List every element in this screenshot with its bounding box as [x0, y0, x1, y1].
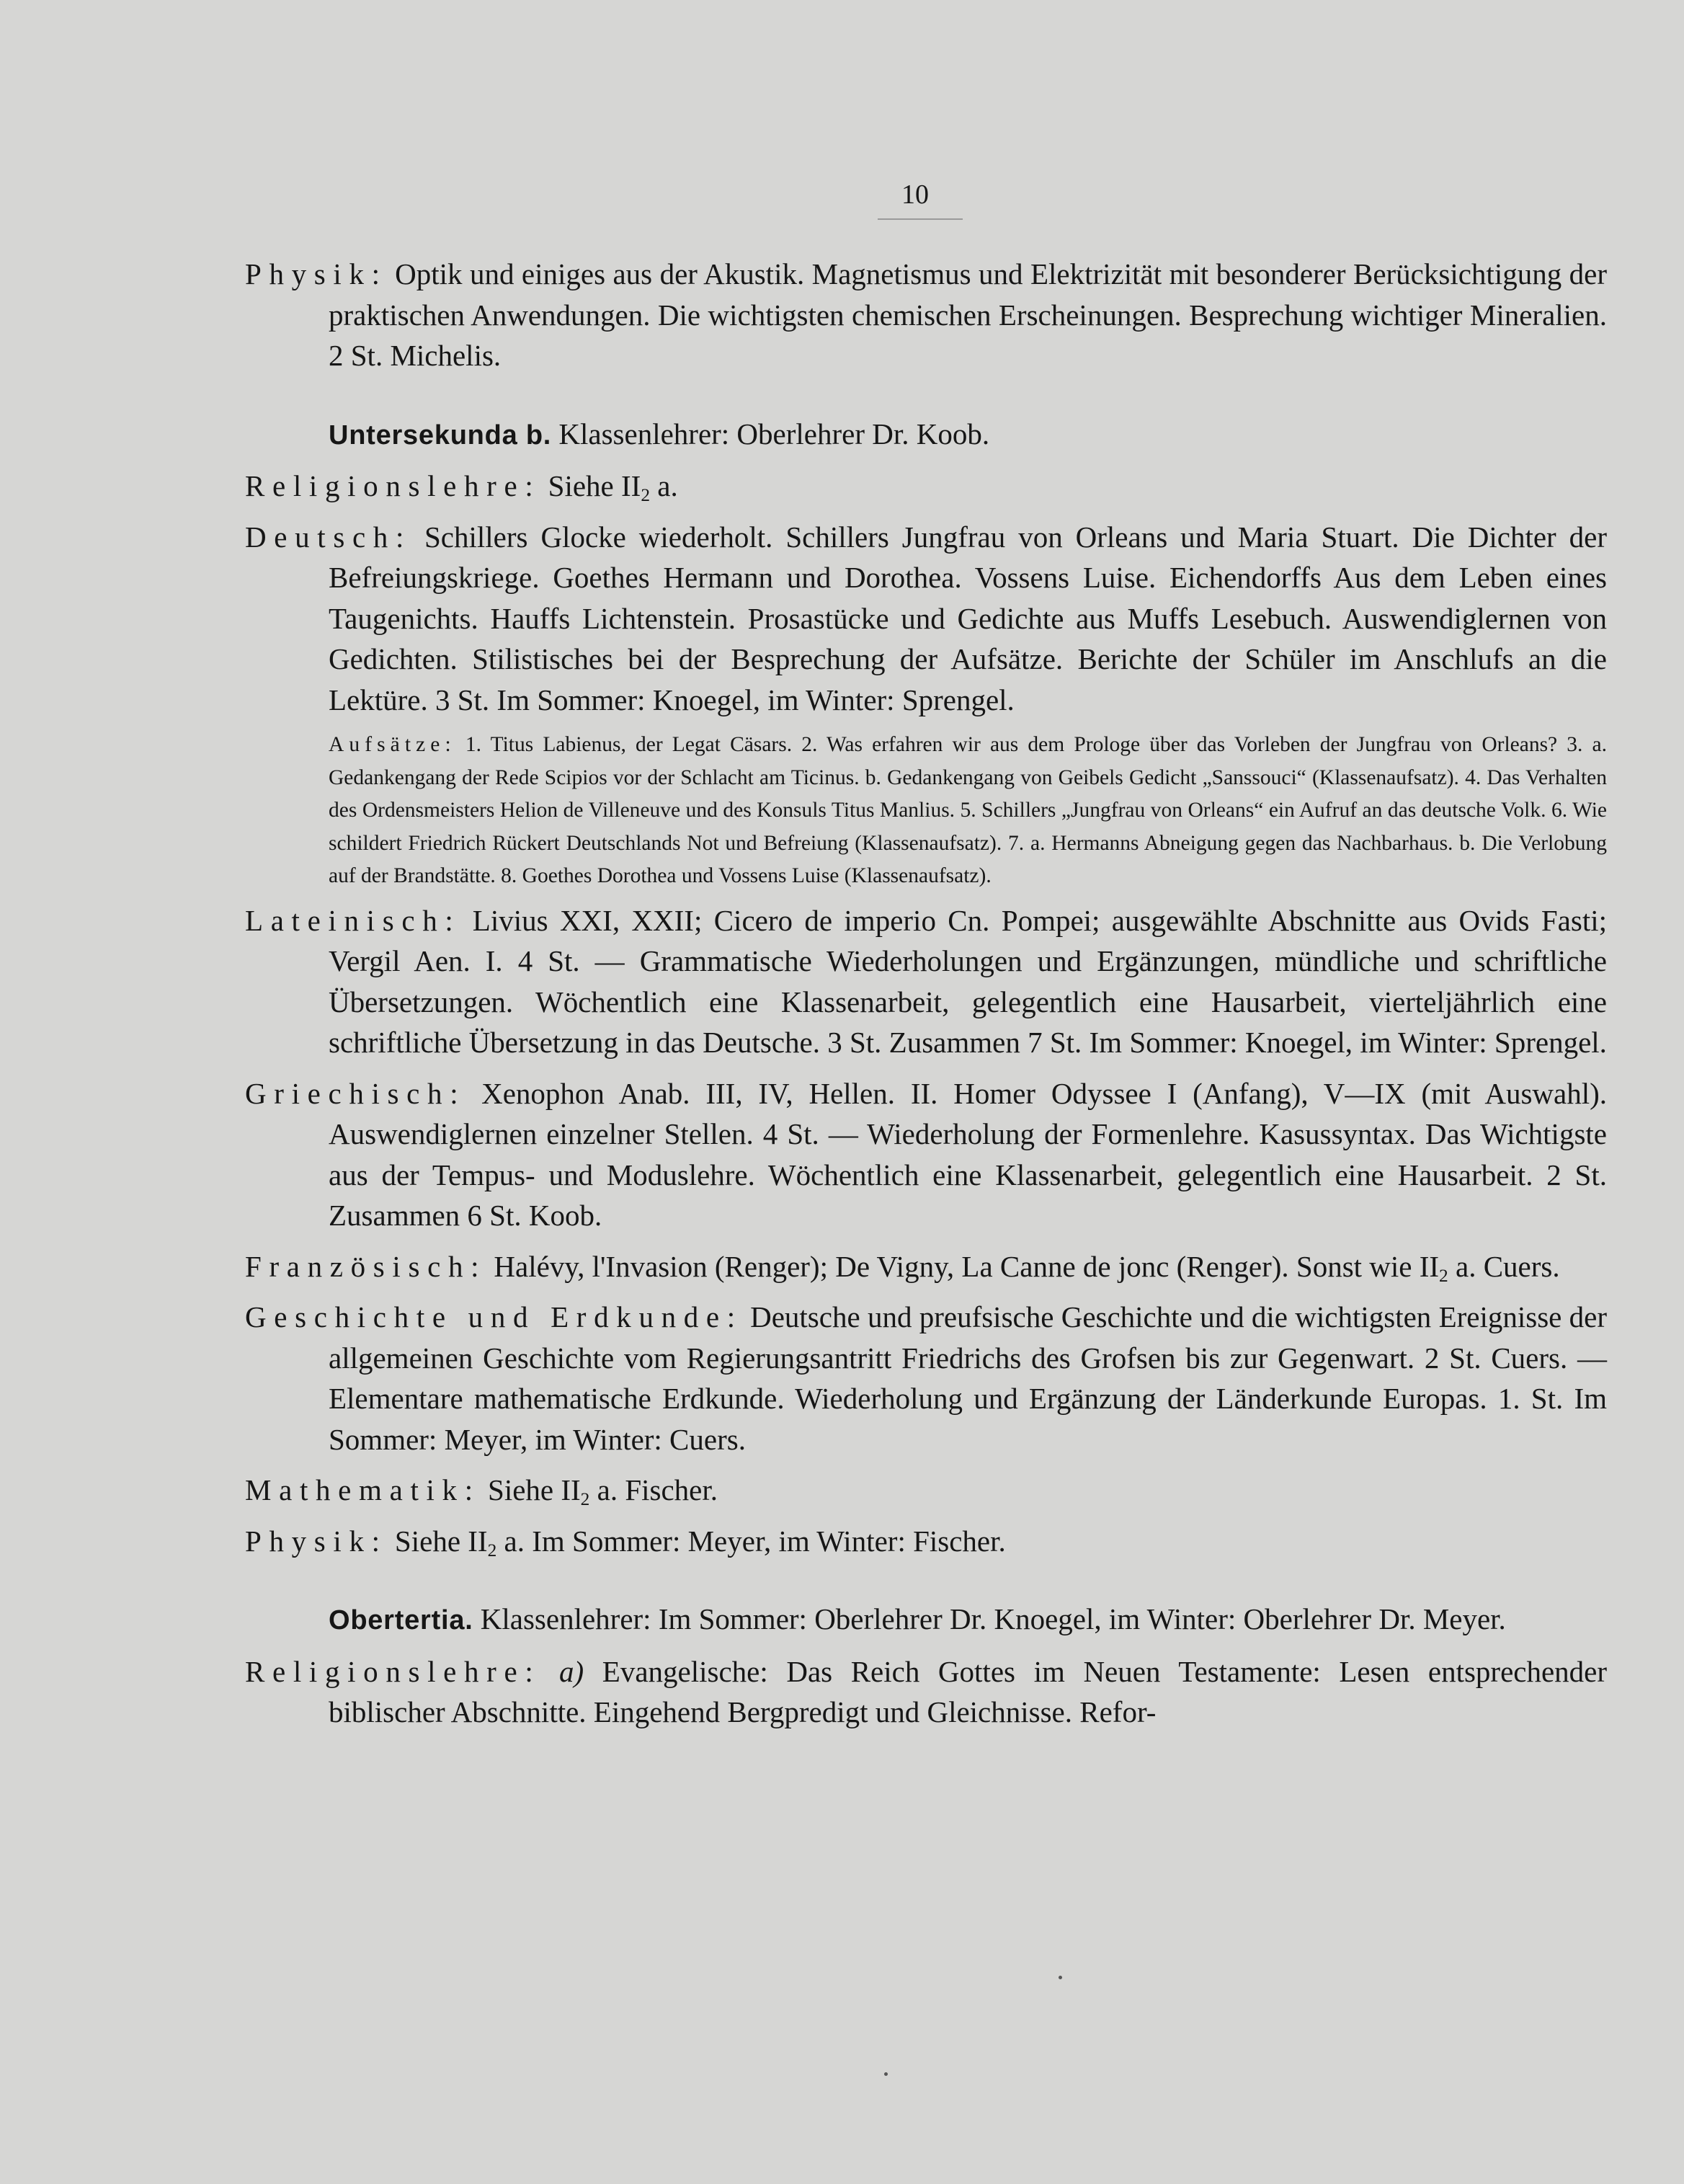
religion-text: Siehe II: [548, 469, 641, 502]
physik-text: Optik und einiges aus der Akustik. Magnetismus und Elektrizität mit besonderer Berücksichtigung der praktischen Anwendungen. Die wichtigsten chemischen Erscheinungen. Besprechung wichtiger Mineralien. 2 St. Michelis.: [329, 257, 1608, 372]
franzoesisch-text-end: a. Cuers.: [1448, 1249, 1560, 1283]
religion-paragraph: [245, 466, 1607, 507]
obertertia-teacher: Klassenlehrer: Im Sommer: Oberlehrer Dr. Knoegel, im Winter: Oberlehrer Dr. Meyer.: [480, 1602, 1506, 1635]
geschichte-text: Deutsche und preufsische Geschichte und die wichtigsten Ereignisse der allgemeinen Geschichte vom Regierungsantritt Friedrichs des Grofsen bis zur Gegenwart. 2 St. Cuers. — Elementare mathematische Erdkunde. Wiederholung und Ergänzung der Länderkunde Europas. 1. St. Im Sommer: Meyer, im Winter: Cuers.: [329, 1300, 1607, 1456]
griechisch-paragraph: [245, 1073, 1607, 1236]
aufsaetze-label: Aufsätze:: [329, 733, 456, 756]
lateinisch-label: Lateinisch:: [245, 903, 461, 937]
religion-ot-text: Evangelische: Das Reich Gottes im Neuen Testamente: Lesen entsprechender biblischer Abschnitte. Eingehend Bergpredigt und Gleichnisse. Refor-: [329, 1654, 1608, 1728]
physik-label: Physik:: [245, 257, 388, 290]
document-body: [245, 254, 1607, 1733]
franzoesisch-paragraph: [245, 1246, 1607, 1287]
untersekunda-heading: [245, 414, 1607, 456]
religion-text-end: a.: [650, 469, 678, 502]
franzoesisch-text: Halévy, l'Invasion (Renger); De Vigny, La Canne de jonc (Renger). Sonst wie II: [494, 1249, 1440, 1283]
untersekunda-title: Untersekunda b.: [329, 420, 552, 450]
aufsaetze-paragraph: [245, 729, 1607, 893]
griechisch-label: Griechisch:: [245, 1076, 466, 1110]
page-number-rule: [878, 218, 963, 220]
mathematik-text: Siehe II: [488, 1473, 581, 1506]
geschichte-label: Geschichte und Erdkunde:: [245, 1300, 743, 1333]
physik-b-subscript: 2: [487, 1540, 497, 1561]
religion-subscript: 2: [641, 485, 651, 506]
religion-ot-marker: a): [559, 1654, 584, 1688]
physik-b-label: Physik:: [245, 1524, 388, 1558]
physik-b-text-end: a. Im Sommer: Meyer, im Winter: Fischer.: [496, 1524, 1006, 1558]
page-number: 10: [901, 179, 929, 210]
geschichte-paragraph: [245, 1297, 1607, 1460]
physik-b-text: Siehe II: [394, 1524, 488, 1558]
aufsaetze-text: 1. Titus Labienus, der Legat Cäsars. 2. Was erfahren wir aus dem Prologe über das Vorleben der Jungfrau von Orleans? 3. a. Gedankengang der Rede Scipios vor der Schlacht am Ticinus. b. Gedankengang von Geibels Gedicht „Sanssouci“ (Klassenaufsatz). 4. Das Verhalten des Ordensmeisters Helion de Villeneuve und des Konsuls Titus Manlius. 5. Schillers „Jungfrau von Orleans“ ein Aufruf an das deutsche Volk. 6. Wie schildert Friedrich Rückert Deutschlands Not und Befreiung (Klassenaufsatz). 7. a. Hermanns Abneigung gegen das Nachbarhaus. b. Die Verlobung auf der Brandstätte. 8. Goethes Dorothea und Vossens Luise (Klassenaufsatz).: [329, 733, 1608, 887]
lateinisch-text: Livius XXI, XXII; Cicero de imperio Cn. Pompei; ausgewählte Abschnitte aus Ovids Fasti; Vergil Aen. I. 4 St. — Grammatische Wiederholungen und Ergänzungen, mündliche und schriftliche Übersetzungen. Wöchentlich eine Klassenarbeit, gelegentlich eine Hausarbeit, vierteljährlich eine schriftliche Übersetzung in das Deutsche. 3 St. Zusammen 7 St. Im Sommer: Knoegel, im Winter: Sprengel.: [329, 903, 1607, 1059]
franzoesisch-label: Französisch:: [245, 1249, 487, 1283]
deutsch-text: Schillers Glocke wiederholt. Schillers Jungfrau von Orleans und Maria Stuart. Die Dichter der Befreiungskriege. Goethes Hermann und Dorothea. Vossens Luise. Eichendorffs Aus dem Leben eines Taugenichts. Hauffs Lichtenstein. Prosastücke und Gedichte aus Muffs Lesebuch. Auswendiglernen von Gedichten. Stilistisches bei der Besprechung der Aufsätze. Berichte der Schüler im Anschlufs an die Lektüre. 3 St. Im Sommer: Knoegel, im Winter: Sprengel.: [329, 520, 1607, 716]
mathematik-subscript: 2: [580, 1489, 590, 1510]
franzoesisch-subscript: 2: [1439, 1265, 1448, 1286]
religion-ot-label: Religionslehre:: [245, 1654, 541, 1688]
deutsch-paragraph: [245, 517, 1607, 721]
deutsch-label: Deutsch:: [245, 520, 412, 554]
lateinisch-paragraph: [245, 900, 1607, 1063]
religion-label: Religionslehre:: [245, 469, 541, 502]
obertertia-title: Obertertia.: [329, 1605, 473, 1635]
obertertia-heading: [245, 1599, 1607, 1641]
mathematik-text-end: a. Fischer.: [589, 1473, 718, 1506]
paper-speck: [1059, 1976, 1062, 1979]
griechisch-text: Xenophon Anab. III, IV, Hellen. II. Homer Odyssee I (Anfang), V—IX (mit Auswahl). Auswendiglernen einzelner Stellen. 4 St. — Wiederholung der Formenlehre. Kasussyntax. Das Wichtigste aus der Tempus- und Moduslehre. Wöchentlich eine Klassenarbeit, gelegentlich eine Hausarbeit. 2 St. Zusammen 6 St. Koob.: [329, 1076, 1608, 1232]
mathematik-label: Mathematik:: [245, 1473, 481, 1506]
mathematik-paragraph: [245, 1470, 1607, 1511]
paper-speck: [884, 2072, 888, 2076]
physik-paragraph: [245, 254, 1607, 376]
physik-b-paragraph: [245, 1521, 1607, 1562]
untersekunda-teacher: Klassenlehrer: Oberlehrer Dr. Koob.: [558, 417, 990, 450]
religion-ot-paragraph: [245, 1651, 1607, 1733]
